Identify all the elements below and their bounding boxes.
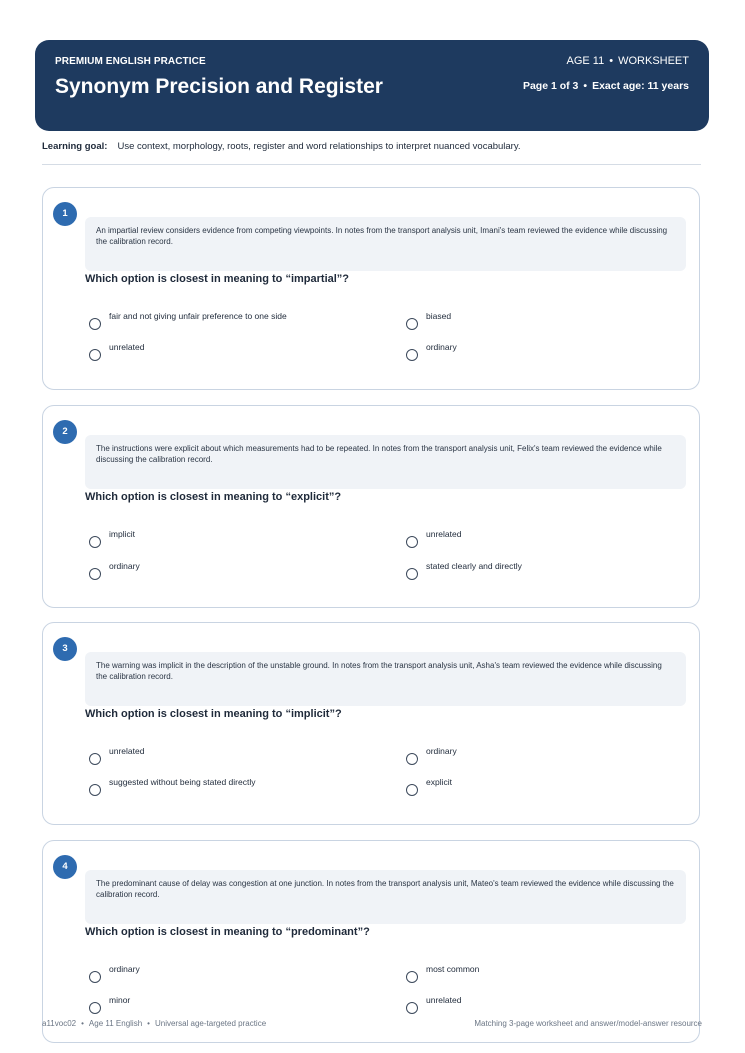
answer-option[interactable] xyxy=(89,746,389,768)
footer-tagline: Universal age-targeted practice xyxy=(154,1019,267,1028)
radio-button[interactable] xyxy=(89,318,101,330)
question-passage: The predominant cause of delay was congestion at one junction. In notes from the transport analysis unit, Mateo's team reviewed the evidence while discussing the calibration record. xyxy=(85,870,686,924)
option-label: stated clearly and directly xyxy=(426,561,522,571)
page-info: Page 1 of 3 • Exact age: 11 years xyxy=(522,80,689,92)
option-label: suggested without being stated directly xyxy=(109,777,256,787)
question-number-badge: 1 xyxy=(53,202,77,226)
option-label: unrelated xyxy=(426,995,462,1005)
answer-option[interactable] xyxy=(89,561,389,583)
radio-button[interactable] xyxy=(406,536,418,548)
question-card xyxy=(42,840,700,1043)
question-passage: An impartial review considers evidence from competing viewpoints. In notes from the transport analysis unit, Imani's team reviewed the evidence while discussing the calibration record. xyxy=(85,217,686,271)
question-number-badge: 2 xyxy=(53,420,77,444)
radio-button[interactable] xyxy=(406,349,418,361)
radio-button[interactable] xyxy=(89,536,101,548)
question-number-badge: 3 xyxy=(53,637,77,661)
question-number-badge: 4 xyxy=(53,855,77,879)
radio-button[interactable] xyxy=(89,971,101,983)
question-prompt: Which option is closest in meaning to “explicit”? xyxy=(85,491,342,503)
age-label: AGE 11 xyxy=(566,55,605,67)
question-prompt: Which option is closest in meaning to “impartial”? xyxy=(85,273,350,285)
radio-button[interactable] xyxy=(89,1002,101,1014)
learning-goal-text: Use context, morphology, roots, register and word relationships to interpret nuanced vocabulary. xyxy=(117,141,521,152)
footer-right: Matching 3-page worksheet and answer/model-answer resource xyxy=(474,1019,702,1028)
option-label: fair and not giving unfair preference to one side xyxy=(109,311,287,321)
radio-button[interactable] xyxy=(406,784,418,796)
age-worksheet-label: AGE 11 • WORKSHEET xyxy=(566,55,689,67)
question-card xyxy=(42,187,700,390)
option-label: unrelated xyxy=(109,342,145,352)
answer-option[interactable] xyxy=(89,529,389,551)
doc-type-label: WORKSHEET xyxy=(618,55,689,67)
question-card xyxy=(42,405,700,608)
footer-left: a11voc02 • Age 11 English • Universal age-targeted practice xyxy=(42,1019,267,1028)
answer-option[interactable] xyxy=(406,995,706,1017)
option-label: most common xyxy=(426,964,480,974)
page-number: Page 1 of 3 xyxy=(522,80,579,92)
answer-option[interactable] xyxy=(89,777,389,799)
answer-option[interactable] xyxy=(89,311,389,333)
radio-button[interactable] xyxy=(89,349,101,361)
answer-option[interactable] xyxy=(406,311,706,333)
option-label: biased xyxy=(426,311,452,321)
exact-age: Exact age: 11 years xyxy=(592,80,689,92)
radio-button[interactable] xyxy=(89,568,101,580)
option-label: unrelated xyxy=(426,529,462,539)
page-title: Synonym Precision and Register xyxy=(55,75,383,98)
option-label: ordinary xyxy=(109,964,140,974)
option-label: unrelated xyxy=(109,746,145,756)
question-prompt: Which option is closest in meaning to “implicit”? xyxy=(85,708,342,720)
brand-label: PREMIUM ENGLISH PRACTICE xyxy=(55,56,206,67)
option-label: ordinary xyxy=(426,746,457,756)
answer-option[interactable] xyxy=(406,964,706,986)
question-prompt: Which option is closest in meaning to “predominant”? xyxy=(85,926,370,938)
learning-goal-label: Learning goal: xyxy=(42,141,108,152)
divider xyxy=(42,164,701,165)
answer-option[interactable] xyxy=(406,746,706,768)
answer-option[interactable] xyxy=(89,342,389,364)
answer-option[interactable] xyxy=(89,964,389,986)
option-label: minor xyxy=(109,995,131,1005)
option-label: ordinary xyxy=(426,342,457,352)
question-passage: The warning was implicit in the description of the unstable ground. In notes from the transport analysis unit, Asha's team reviewed the evidence while discussing the calibration record. xyxy=(85,652,686,706)
radio-button[interactable] xyxy=(406,753,418,765)
option-label: explicit xyxy=(426,777,452,787)
worksheet-header xyxy=(35,40,709,131)
question-passage: The instructions were explicit about which measurements had to be repeated. In notes from the transport analysis unit, Felix's team reviewed the evidence while discussing the calibration record. xyxy=(85,435,686,489)
radio-button[interactable] xyxy=(406,971,418,983)
footer-subject: Age 11 English xyxy=(88,1019,143,1028)
radio-button[interactable] xyxy=(89,753,101,765)
question-card xyxy=(42,622,700,825)
answer-option[interactable] xyxy=(406,529,706,551)
learning-goal xyxy=(42,141,521,152)
option-label: implicit xyxy=(109,529,135,539)
answer-option[interactable] xyxy=(406,561,706,583)
footer-code: a11voc02 xyxy=(42,1019,77,1028)
option-label: ordinary xyxy=(109,561,140,571)
radio-button[interactable] xyxy=(406,568,418,580)
radio-button[interactable] xyxy=(406,1002,418,1014)
answer-option[interactable] xyxy=(406,342,706,364)
radio-button[interactable] xyxy=(406,318,418,330)
radio-button[interactable] xyxy=(89,784,101,796)
answer-option[interactable] xyxy=(89,995,389,1017)
answer-option[interactable] xyxy=(406,777,706,799)
